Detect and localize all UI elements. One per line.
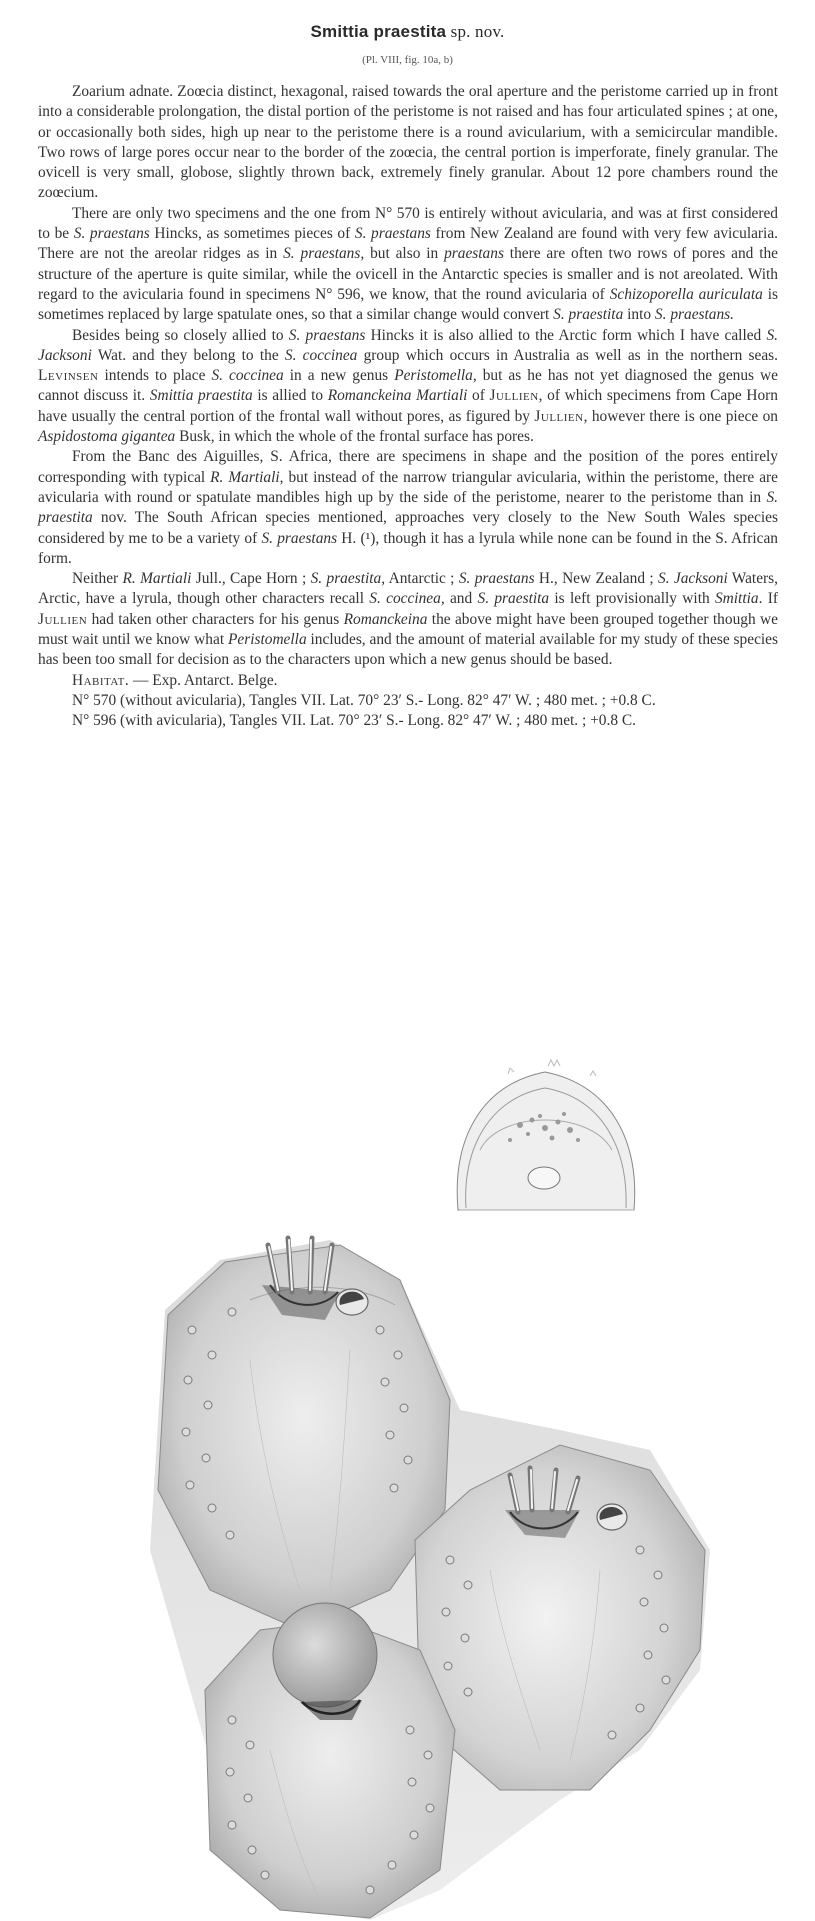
body-text (38, 82, 778, 732)
ovicell-detail-figure (457, 1060, 635, 1210)
plate-reference: (Pl. VIII, fig. 10a, b) (362, 54, 453, 66)
species-title (0, 22, 815, 42)
plate-figure (0, 1030, 815, 1921)
species-name: Smittia praestita (310, 22, 447, 41)
paragraph-south-africa: From the Banc des Aiguilles, S. Africa, there are specimens in shape and the position of the pores entirely corresponding with typical R. Martiali, but instead of the narrow triangular avicularia, within the peristome, there are avicularia with round or spatulate mandibles high up by the side of the peristome, nearer to the peristome than in S. praestita nov. The South African species mentioned, approaches very closely to the New South Wales species considered by me to be a variety of S. praestans H. (¹), though it has a lyrula while none can be found in the S. African form. (38, 448, 778, 567)
zooecia-colony-figure (150, 1238, 710, 1920)
species-status: sp. nov. (450, 22, 505, 41)
paragraph-station-596: N° 596 (with avicularia), Tangles VII. Lat. 70° 23′ S.- Long. 82° 47′ W. ; 480 met. ; +0.8 C. (72, 712, 636, 730)
paragraph-station-570: N° 570 (without avicularia), Tangles VII. Lat. 70° 23′ S.- Long. 82° 47′ W. ; 480 met. ; +0.8 C. (72, 691, 656, 709)
paragraph-affinities: Besides being so closely allied to S. praestans Hincks it is also allied to the Arctic form which I have called S. Jacksoni Wat. and they belong to the S. coccinea group which occurs in Australia as well as in the northern seas. Levinsen intends to place S. coccinea in a new genus Peristomella, but as he has not yet diagnosed the genus we cannot discuss it. Smittia praestita is allied to Romanckeina Martiali of Jullien, of which specimens from Cape Horn have usually the central portion of the frontal wall without pores, as figured by Jullien, however there is one piece on Aspidostoma gigantea Busk, in which the whole of the frontal surface has pores. (38, 326, 779, 446)
paragraph-description: Zoarium adnate. Zoœcia distinct, hexagonal, raised towards the oral aperture and the peristome carried up in front into a considerable prolongation, the distal portion of the peristome is not raised and has four articulated spines ; at one, or occasionally both sides, high up near to the peristome there is a round avicularium, with a semicircular mandible. Two rows of large pores occur near to the border of the zoœcia, the central portion is imperforate, finely granular. The ovicell is very small, globose, slightly thrown back, extremely finely granular. About 12 pore chambers round the zoœcium. (38, 83, 778, 202)
paragraph-comparison-praestans: There are only two specimens and the one from N° 570 is entirely without avicularia, and was at first considered to be S. praestans Hincks, as sometimes pieces of S. praestans from New Zealand are found with very few avicularia. There are not the areolar ridges as in S. praestans, but also in praestans there are often two rows of pores and the structure of the aperture is quite similar, while the ovicell in the Antarctic species is smaller and is not areolated. With regard to the avicularia found in specimens N° 596, we know, that the round avicularia of Schizoporella auriculata is sometimes replaced by large spatulate ones, so that a similar change would convert S. praestita into S. praestans. (38, 204, 779, 324)
paragraph-habitat: Habitat. — Exp. Antarct. Belge. (72, 671, 278, 689)
paragraph-lyrula: Neither R. Martiali Jull., Cape Horn ; S. praestita, Antarctic ; S. praestans H., New Zealand ; S. Jacksoni Waters, Arctic, have a lyrula, though other characters recall S. coccinea, and S. praestita is left provisionally with Smittia. If Jullien had taken other characters for his genus Romanckeina the above might have been grouped together though we must wait until we know what Peristomella includes, and the amount of material available for my study of these species has been too small for decision as to the characters upon which a new genus should be based. (38, 570, 778, 669)
